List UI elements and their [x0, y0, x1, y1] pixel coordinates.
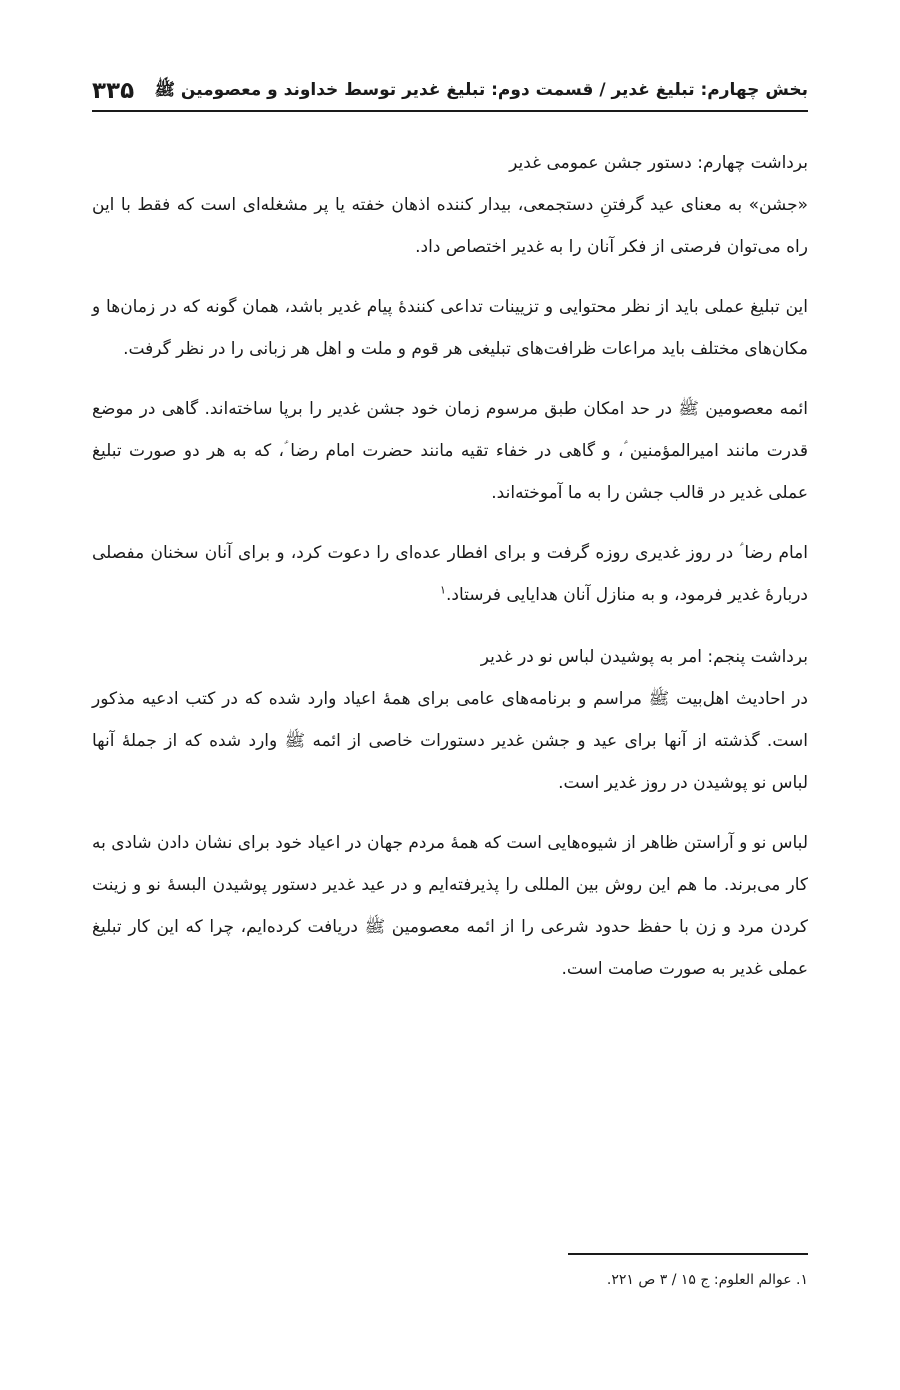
paragraph-hadith-rituals: در احادیث اهل‌بیت ﷺ مراسم و برنامه‌های عامی برای همهٔ اعیاد وارد شده که در کتب ادعیه مذکور است. گذشته از آنها برای عید و جشن غدیر دستورات خاصی از ائمه ﷺ وارد شده که از جملهٔ آنها لباس نو پوشیدن در روز غدیر است. — [92, 689, 808, 793]
book-page — [92, 60, 808, 1008]
paragraph-imam-reza — [92, 532, 808, 616]
paragraph-imam-reza-text: امام رضا ؑ در روز غدیری روزه گرفت و برای افطار عده‌ای را دعوت کرد، و برای آنان سخنان مفصلی دربارهٔ غدیر فرمود، و به منازل آنان هدایایی فرستاد. — [92, 543, 808, 605]
paragraph-new-clothes: لباس نو و آراستن ظاهر از شیوه‌هایی است که همهٔ مردم جهان در اعیاد خود برای نشان دادن شادی به کار می‌برند. ما هم این روش بین المللی را پذیرفته‌ایم و در عید غدیر دستور پوشیدن البسهٔ نو و زینت کردن مرد و زن با حفظ حدود شرعی را از ائمه معصومین ﷺ دریافت کرده‌ایم، چرا که این کار تبلیغ عملی غدیر به صورت صامت است. — [92, 833, 808, 979]
paragraph-practical-propagation: این تبلیغ عملی باید از نظر محتوایی و تزیینات تداعی کنندهٔ پیام غدیر باشد، همان گونه که در زمان‌ها و مکان‌های مختلف باید مراعات ظرافت‌های تبلیغی هر قوم و ملت و اهل هر زبانی را در نظر گرفت. — [92, 297, 808, 359]
running-header-title: بخش چهارم: تبلیغ غدیر / قسمت دوم: تبلیغ غدیر توسط خداوند و معصومین ﷺ — [154, 80, 808, 100]
footnote-reference[interactable]: ۱ — [440, 583, 446, 597]
page-number: ۳۳۵ — [92, 78, 135, 104]
paragraph-imams-celebration: ائمه معصومین ﷺ در حد امکان طبق مرسوم زمان خود جشن غدیر را برپا ساخته‌اند. گاهی در موضع قدرت مانند امیرالمؤمنین ؑ، و گاهی در خفاء تقیه مانند حضرت امام رضا ؑ، که به هر دو صورت تبلیغ عملی غدیر در قالب جشن را به ما آموخته‌اند. — [92, 399, 808, 503]
footnote-separator — [568, 1253, 808, 1255]
footnote: ۱. عوالم العلوم: ج ۱۵ / ۳ ص ۲۲۱. — [606, 1272, 808, 1288]
section-heading-4: برداشت چهارم: دستور جشن عمومی غدیر — [509, 153, 808, 173]
paragraph-celebration-meaning: «جشن» به معنای عید گرفتنِ دستجمعی، بیدار کننده اذهان خفته یا پر مشغله‌ای است که فقط با این راه می‌توان فرصتی از فکر آنان را به غدیر اختصاص داد. — [92, 195, 808, 257]
page-body — [92, 142, 808, 990]
running-header — [92, 60, 808, 112]
section-heading-5: برداشت پنجم: امر به پوشیدن لباس نو در غدیر — [480, 647, 808, 667]
